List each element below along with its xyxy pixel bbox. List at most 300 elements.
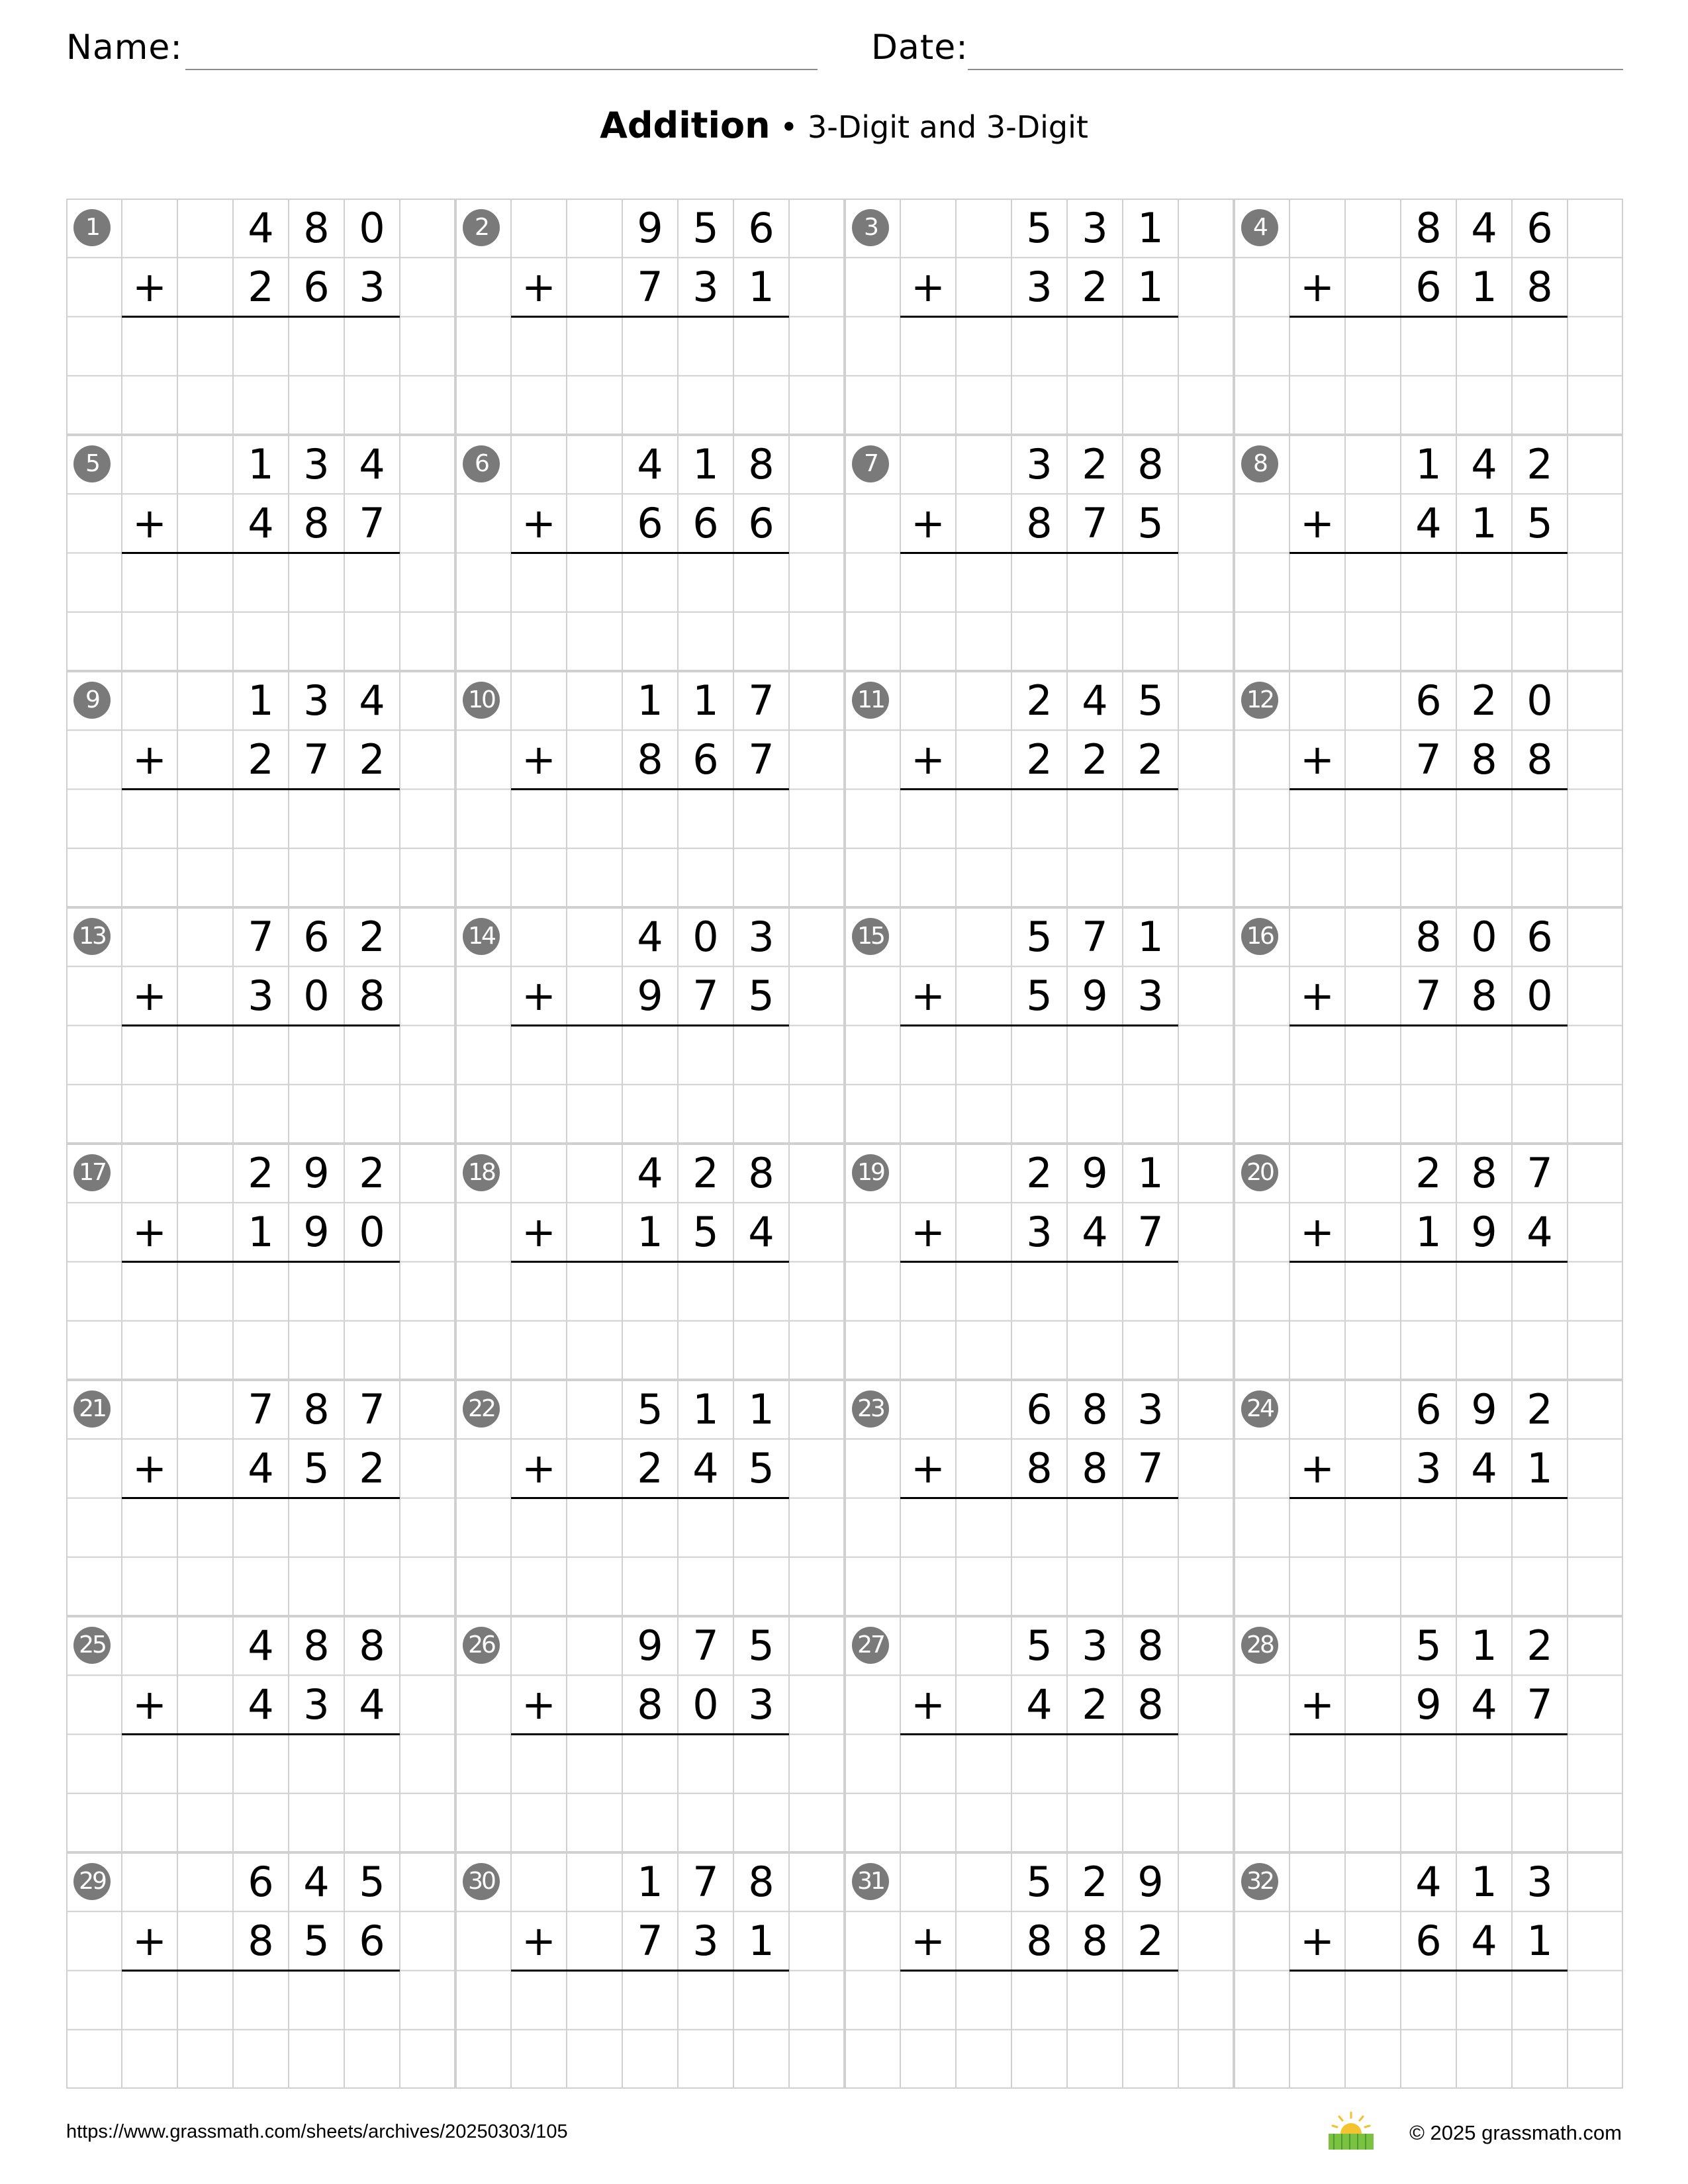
problem-number-badge: 6 <box>463 445 500 482</box>
addend-bottom-digit: 6 <box>692 735 719 784</box>
addend-bottom-digit: 1 <box>1137 263 1164 312</box>
problem <box>1234 671 1623 907</box>
addend-top-digit: 8 <box>359 1621 385 1670</box>
addend-bottom-digit: 2 <box>1082 735 1108 784</box>
addend-bottom-digit: 7 <box>1415 972 1442 1021</box>
addend-bottom-digit: 1 <box>1471 263 1497 312</box>
plus-sign: + <box>911 735 945 784</box>
addend-top-digit: 1 <box>248 676 274 725</box>
addend-top-digit: 1 <box>637 676 663 725</box>
addend-bottom-digit: 4 <box>248 499 274 548</box>
problem <box>455 907 845 1144</box>
addend-bottom-digit: 7 <box>1137 1444 1164 1493</box>
plus-sign: + <box>911 1680 945 1729</box>
addend-top-digit: 2 <box>1082 440 1108 488</box>
addend-bottom-digit: 8 <box>1526 735 1553 784</box>
addend-top-digit: 2 <box>692 1149 719 1197</box>
plus-sign: + <box>1300 972 1335 1021</box>
problem-number-badge: 26 <box>463 1627 500 1664</box>
addend-top-digit: 4 <box>1471 204 1497 252</box>
answer-line[interactable] <box>1289 316 1568 318</box>
addend-top-digit: 2 <box>1082 1858 1108 1906</box>
answer-line[interactable] <box>900 1497 1178 1499</box>
addend-bottom-digit: 8 <box>1026 1444 1053 1493</box>
date-label: Date: <box>871 28 968 68</box>
name-label: Name: <box>66 28 183 68</box>
addend-top-digit: 9 <box>1471 1385 1497 1433</box>
problem <box>455 435 845 671</box>
addend-bottom-digit: 4 <box>1526 1208 1553 1257</box>
addend-bottom-digit: 8 <box>1026 1917 1053 1966</box>
addend-bottom-digit: 8 <box>359 972 385 1021</box>
addend-top-digit: 4 <box>359 676 385 725</box>
addend-top-digit: 1 <box>1137 1149 1164 1197</box>
addend-top-digit: 4 <box>637 913 663 961</box>
addend-bottom-digit: 6 <box>303 263 330 312</box>
addend-top-digit: 5 <box>359 1858 385 1906</box>
addend-top-digit: 4 <box>248 204 274 252</box>
problem <box>1234 1852 1623 2089</box>
problem <box>845 435 1234 671</box>
problem-number-badge: 25 <box>73 1627 111 1664</box>
addend-bottom-digit: 5 <box>1526 499 1553 548</box>
problem <box>1234 1380 1623 1616</box>
addend-top-digit: 7 <box>748 676 774 725</box>
title-main: Addition <box>600 105 771 146</box>
addend-top-digit: 6 <box>1415 676 1442 725</box>
addend-top-digit: 6 <box>303 913 330 961</box>
addend-top-digit: 2 <box>359 1149 385 1197</box>
addend-top-digit: 9 <box>1082 1149 1108 1197</box>
addend-top-digit: 0 <box>359 204 385 252</box>
answer-line[interactable] <box>1289 1497 1568 1499</box>
answer-line[interactable] <box>511 1497 789 1499</box>
addend-top-digit: 5 <box>1415 1621 1442 1670</box>
addend-top-digit: 4 <box>1082 676 1108 725</box>
addend-bottom-digit: 7 <box>1082 499 1108 548</box>
addend-top-digit: 2 <box>1526 1385 1553 1433</box>
addend-top-digit: 5 <box>637 1385 663 1433</box>
answer-line[interactable] <box>511 316 789 318</box>
addend-bottom-digit: 5 <box>303 1444 330 1493</box>
addend-top-digit: 7 <box>359 1385 385 1433</box>
problem-number-badge: 21 <box>73 1390 111 1428</box>
plus-sign: + <box>1300 1208 1335 1257</box>
addend-bottom-digit: 9 <box>1471 1208 1497 1257</box>
addend-top-digit: 8 <box>1082 1385 1108 1433</box>
addend-bottom-digit: 7 <box>1137 1208 1164 1257</box>
addend-bottom-digit: 2 <box>1082 1680 1108 1729</box>
addend-top-digit: 1 <box>748 1385 774 1433</box>
problem <box>1234 435 1623 671</box>
answer-line[interactable] <box>122 1733 400 1735</box>
addend-top-digit: 3 <box>1082 1621 1108 1670</box>
addend-bottom-digit: 0 <box>303 972 330 1021</box>
problem <box>66 907 455 1144</box>
plus-sign: + <box>522 1208 556 1257</box>
answer-line[interactable] <box>1289 1970 1568 1972</box>
plus-sign: + <box>522 735 556 784</box>
answer-line[interactable] <box>900 1970 1178 1972</box>
answer-line[interactable] <box>1289 1024 1568 1026</box>
problem <box>845 199 1234 435</box>
plus-sign: + <box>522 1917 556 1966</box>
addend-bottom-digit: 7 <box>692 972 719 1021</box>
addend-bottom-digit: 8 <box>637 1680 663 1729</box>
addend-bottom-digit: 6 <box>637 499 663 548</box>
addend-bottom-digit: 0 <box>1526 972 1553 1021</box>
addend-top-digit: 9 <box>1137 1858 1164 1906</box>
problem <box>455 1144 845 1380</box>
addend-top-digit: 4 <box>1471 440 1497 488</box>
problem <box>455 1852 845 2089</box>
addend-bottom-digit: 2 <box>359 735 385 784</box>
addend-bottom-digit: 4 <box>692 1444 719 1493</box>
problem-number-badge: 19 <box>852 1154 889 1191</box>
addend-top-digit: 7 <box>692 1621 719 1670</box>
addend-top-digit: 3 <box>1026 440 1053 488</box>
problem-number-badge: 29 <box>73 1863 111 1900</box>
problem <box>66 1380 455 1616</box>
addend-bottom-digit: 7 <box>1415 735 1442 784</box>
plus-sign: + <box>132 263 167 312</box>
addend-top-digit: 2 <box>1526 440 1553 488</box>
addend-top-digit: 4 <box>303 1858 330 1906</box>
addend-top-digit: 7 <box>1082 913 1108 961</box>
addend-bottom-digit: 4 <box>1471 1444 1497 1493</box>
plus-sign: + <box>522 1444 556 1493</box>
addend-bottom-digit: 5 <box>748 972 774 1021</box>
answer-line[interactable] <box>511 1970 789 1972</box>
addend-top-digit: 0 <box>1471 913 1497 961</box>
addend-top-digit: 5 <box>692 204 719 252</box>
plus-sign: + <box>911 499 945 548</box>
problem <box>66 435 455 671</box>
addend-bottom-digit: 8 <box>1026 499 1053 548</box>
problem <box>1234 1144 1623 1380</box>
addend-bottom-digit: 5 <box>303 1917 330 1966</box>
addend-top-digit: 5 <box>1026 1858 1053 1906</box>
problem <box>845 1144 1234 1380</box>
problem-number-badge: 13 <box>73 918 111 955</box>
addend-top-digit: 6 <box>248 1858 274 1906</box>
problem-number-badge: 16 <box>1241 918 1278 955</box>
addend-bottom-digit: 7 <box>637 1917 663 1966</box>
addend-top-digit: 0 <box>1526 676 1553 725</box>
addend-bottom-digit: 4 <box>248 1444 274 1493</box>
addend-bottom-digit: 3 <box>692 263 719 312</box>
plus-sign: + <box>1300 499 1335 548</box>
problem <box>66 671 455 907</box>
addend-top-digit: 3 <box>1526 1858 1553 1906</box>
plus-sign: + <box>132 735 167 784</box>
date-line[interactable] <box>968 69 1623 70</box>
plus-sign: + <box>132 1208 167 1257</box>
problem-number-badge: 10 <box>463 682 500 719</box>
addend-bottom-digit: 2 <box>1137 735 1164 784</box>
addend-bottom-digit: 7 <box>748 735 774 784</box>
problem-number-badge: 14 <box>463 918 500 955</box>
addend-top-digit: 4 <box>359 440 385 488</box>
answer-line[interactable] <box>511 1024 789 1026</box>
addend-bottom-digit: 3 <box>1415 1444 1442 1493</box>
answer-line[interactable] <box>1289 788 1568 790</box>
answer-line[interactable] <box>900 552 1178 554</box>
addend-top-digit: 1 <box>1137 204 1164 252</box>
plus-sign: + <box>911 1208 945 1257</box>
addend-bottom-digit: 6 <box>692 499 719 548</box>
addend-top-digit: 5 <box>1026 204 1053 252</box>
addend-bottom-digit: 1 <box>1526 1444 1553 1493</box>
problem-number-badge: 5 <box>73 445 111 482</box>
addend-top-digit: 7 <box>692 1858 719 1906</box>
addend-bottom-digit: 4 <box>748 1208 774 1257</box>
addend-bottom-digit: 2 <box>248 263 274 312</box>
addend-top-digit: 1 <box>1415 440 1442 488</box>
addend-top-digit: 8 <box>1137 1621 1164 1670</box>
problem-number-badge: 18 <box>463 1154 500 1191</box>
addend-bottom-digit: 1 <box>748 1917 774 1966</box>
addend-bottom-digit: 3 <box>748 1680 774 1729</box>
problem <box>1234 199 1623 435</box>
problem-grid <box>66 199 1623 2089</box>
addend-top-digit: 8 <box>303 204 330 252</box>
addend-top-digit: 3 <box>303 440 330 488</box>
addend-bottom-digit: 8 <box>1082 1444 1108 1493</box>
addend-top-digit: 1 <box>692 676 719 725</box>
addend-bottom-digit: 2 <box>1082 263 1108 312</box>
addend-bottom-digit: 4 <box>1082 1208 1108 1257</box>
addend-top-digit: 2 <box>1526 1621 1553 1670</box>
plus-sign: + <box>522 972 556 1021</box>
addend-top-digit: 2 <box>1026 676 1053 725</box>
addend-bottom-digit: 1 <box>748 263 774 312</box>
answer-line[interactable] <box>1289 1261 1568 1263</box>
answer-line[interactable] <box>1289 552 1568 554</box>
answer-line[interactable] <box>900 1261 1178 1263</box>
addend-top-digit: 2 <box>248 1149 274 1197</box>
addend-top-digit: 4 <box>637 440 663 488</box>
addend-bottom-digit: 5 <box>748 1444 774 1493</box>
addend-bottom-digit: 0 <box>692 1680 719 1729</box>
problem-number-badge: 15 <box>852 918 889 955</box>
addend-bottom-digit: 2 <box>1026 735 1053 784</box>
addend-bottom-digit: 8 <box>637 735 663 784</box>
addend-bottom-digit: 3 <box>248 972 274 1021</box>
addend-bottom-digit: 3 <box>303 1680 330 1729</box>
problem-number-badge: 12 <box>1241 682 1278 719</box>
addend-bottom-digit: 9 <box>637 972 663 1021</box>
addend-bottom-digit: 4 <box>1471 1680 1497 1729</box>
problem-number-badge: 22 <box>463 1390 500 1428</box>
footer-copyright: © 2025 grassmath.com <box>1409 2121 1622 2144</box>
problem <box>66 1144 455 1380</box>
addend-top-digit: 1 <box>637 1858 663 1906</box>
plus-sign: + <box>1300 263 1335 312</box>
title-subtitle: • 3-Digit and 3-Digit <box>770 109 1088 145</box>
problem <box>845 1852 1234 2089</box>
addend-bottom-digit: 9 <box>1082 972 1108 1021</box>
problem-number-badge: 27 <box>852 1627 889 1664</box>
addend-top-digit: 7 <box>248 913 274 961</box>
plus-sign: + <box>1300 1917 1335 1966</box>
answer-line[interactable] <box>511 1261 789 1263</box>
answer-line[interactable] <box>511 552 789 554</box>
problem-number-badge: 31 <box>852 1863 889 1900</box>
answer-line[interactable] <box>122 1024 400 1026</box>
addend-bottom-digit: 2 <box>637 1444 663 1493</box>
addend-bottom-digit: 1 <box>1471 499 1497 548</box>
problem-number-badge: 30 <box>463 1863 500 1900</box>
addend-bottom-digit: 7 <box>1526 1680 1553 1729</box>
addend-top-digit: 1 <box>692 440 719 488</box>
addend-bottom-digit: 9 <box>303 1208 330 1257</box>
problem <box>455 1616 845 1852</box>
addend-bottom-digit: 6 <box>748 499 774 548</box>
addend-top-digit: 1 <box>1471 1621 1497 1670</box>
worksheet-title <box>0 105 1688 146</box>
plus-sign: + <box>132 1444 167 1493</box>
problem <box>455 199 845 435</box>
addend-bottom-digit: 8 <box>1471 972 1497 1021</box>
problem-number-badge: 17 <box>73 1154 111 1191</box>
plus-sign: + <box>911 1444 945 1493</box>
answer-line[interactable] <box>900 788 1178 790</box>
problem-number-badge: 9 <box>73 682 111 719</box>
addend-bottom-digit: 7 <box>303 735 330 784</box>
addend-top-digit: 4 <box>1415 1858 1442 1906</box>
plus-sign: + <box>911 263 945 312</box>
problem-number-badge: 32 <box>1241 1863 1278 1900</box>
answer-line[interactable] <box>1289 1733 1568 1735</box>
answer-line[interactable] <box>122 552 400 554</box>
problem <box>845 1380 1234 1616</box>
addend-top-digit: 6 <box>1526 204 1553 252</box>
addend-top-digit: 1 <box>1137 913 1164 961</box>
addend-bottom-digit: 4 <box>359 1680 385 1729</box>
addend-bottom-digit: 3 <box>1026 1208 1053 1257</box>
addend-bottom-digit: 2 <box>248 735 274 784</box>
addend-bottom-digit: 5 <box>692 1208 719 1257</box>
addend-bottom-digit: 3 <box>692 1917 719 1966</box>
addend-bottom-digit: 0 <box>359 1208 385 1257</box>
plus-sign: + <box>911 972 945 1021</box>
plus-sign: + <box>132 1917 167 1966</box>
problem <box>455 671 845 907</box>
addend-top-digit: 3 <box>1137 1385 1164 1433</box>
problem <box>1234 907 1623 1144</box>
addend-top-digit: 2 <box>1471 676 1497 725</box>
addend-top-digit: 8 <box>748 1149 774 1197</box>
answer-line[interactable] <box>122 1497 400 1499</box>
addend-bottom-digit: 2 <box>1137 1917 1164 1966</box>
name-line[interactable] <box>185 69 818 70</box>
addend-bottom-digit: 1 <box>1415 1208 1442 1257</box>
addend-top-digit: 6 <box>1415 1385 1442 1433</box>
addend-top-digit: 2 <box>359 913 385 961</box>
addend-bottom-digit: 4 <box>1415 499 1442 548</box>
problem-number-badge: 8 <box>1241 445 1278 482</box>
addend-top-digit: 6 <box>748 204 774 252</box>
addend-bottom-digit: 4 <box>248 1680 274 1729</box>
problem-number-badge: 11 <box>852 682 889 719</box>
addend-bottom-digit: 8 <box>1471 735 1497 784</box>
problem <box>66 1852 455 2089</box>
addend-top-digit: 5 <box>1026 1621 1053 1670</box>
addend-bottom-digit: 3 <box>359 263 385 312</box>
addend-top-digit: 2 <box>1415 1149 1442 1197</box>
addend-top-digit: 4 <box>248 1621 274 1670</box>
answer-line[interactable] <box>900 316 1178 318</box>
addend-top-digit: 5 <box>748 1621 774 1670</box>
answer-line[interactable] <box>122 788 400 790</box>
addend-top-digit: 3 <box>303 676 330 725</box>
addend-bottom-digit: 2 <box>359 1444 385 1493</box>
addend-bottom-digit: 1 <box>637 1208 663 1257</box>
addend-top-digit: 7 <box>1526 1149 1553 1197</box>
addend-top-digit: 8 <box>1137 440 1164 488</box>
problem-number-badge: 24 <box>1241 1390 1278 1428</box>
answer-line[interactable] <box>511 788 789 790</box>
addend-bottom-digit: 3 <box>1137 972 1164 1021</box>
addend-bottom-digit: 6 <box>1415 263 1442 312</box>
addend-top-digit: 8 <box>1415 204 1442 252</box>
addend-top-digit: 5 <box>1026 913 1053 961</box>
addend-top-digit: 2 <box>1026 1149 1053 1197</box>
answer-line[interactable] <box>122 316 400 318</box>
problem <box>66 199 455 435</box>
problem <box>66 1616 455 1852</box>
problem <box>455 1380 845 1616</box>
answer-line[interactable] <box>122 1261 400 1263</box>
addend-bottom-digit: 8 <box>303 499 330 548</box>
addend-top-digit: 9 <box>637 1621 663 1670</box>
problem <box>845 907 1234 1144</box>
plus-sign: + <box>522 263 556 312</box>
answer-line[interactable] <box>900 1024 1178 1026</box>
addend-top-digit: 8 <box>1415 913 1442 961</box>
plus-sign: + <box>1300 735 1335 784</box>
addend-bottom-digit: 8 <box>1082 1917 1108 1966</box>
addend-bottom-digit: 7 <box>359 499 385 548</box>
sun-over-grass-icon <box>1327 2111 1375 2151</box>
addend-top-digit: 1 <box>248 440 274 488</box>
addend-top-digit: 0 <box>692 913 719 961</box>
footer-url: https://www.grassmath.com/sheets/archives/20250303/105 <box>66 2121 568 2142</box>
addend-bottom-digit: 6 <box>1415 1917 1442 1966</box>
addend-top-digit: 9 <box>303 1149 330 1197</box>
addend-bottom-digit: 3 <box>1026 263 1053 312</box>
answer-line[interactable] <box>122 1970 400 1972</box>
addend-bottom-digit: 5 <box>1137 499 1164 548</box>
addend-bottom-digit: 1 <box>1526 1917 1553 1966</box>
plus-sign: + <box>911 1917 945 1966</box>
problem-number-badge: 3 <box>852 209 889 246</box>
addend-top-digit: 9 <box>637 204 663 252</box>
plus-sign: + <box>1300 1680 1335 1729</box>
addend-top-digit: 6 <box>1526 913 1553 961</box>
addend-bottom-digit: 1 <box>248 1208 274 1257</box>
addend-bottom-digit: 4 <box>1026 1680 1053 1729</box>
answer-line[interactable] <box>511 1733 789 1735</box>
answer-line[interactable] <box>900 1733 1178 1735</box>
addend-top-digit: 3 <box>1082 204 1108 252</box>
addend-top-digit: 8 <box>748 440 774 488</box>
addend-top-digit: 4 <box>637 1149 663 1197</box>
addend-bottom-digit: 4 <box>1471 1917 1497 1966</box>
addend-top-digit: 5 <box>1137 676 1164 725</box>
problem-number-badge: 28 <box>1241 1627 1278 1664</box>
